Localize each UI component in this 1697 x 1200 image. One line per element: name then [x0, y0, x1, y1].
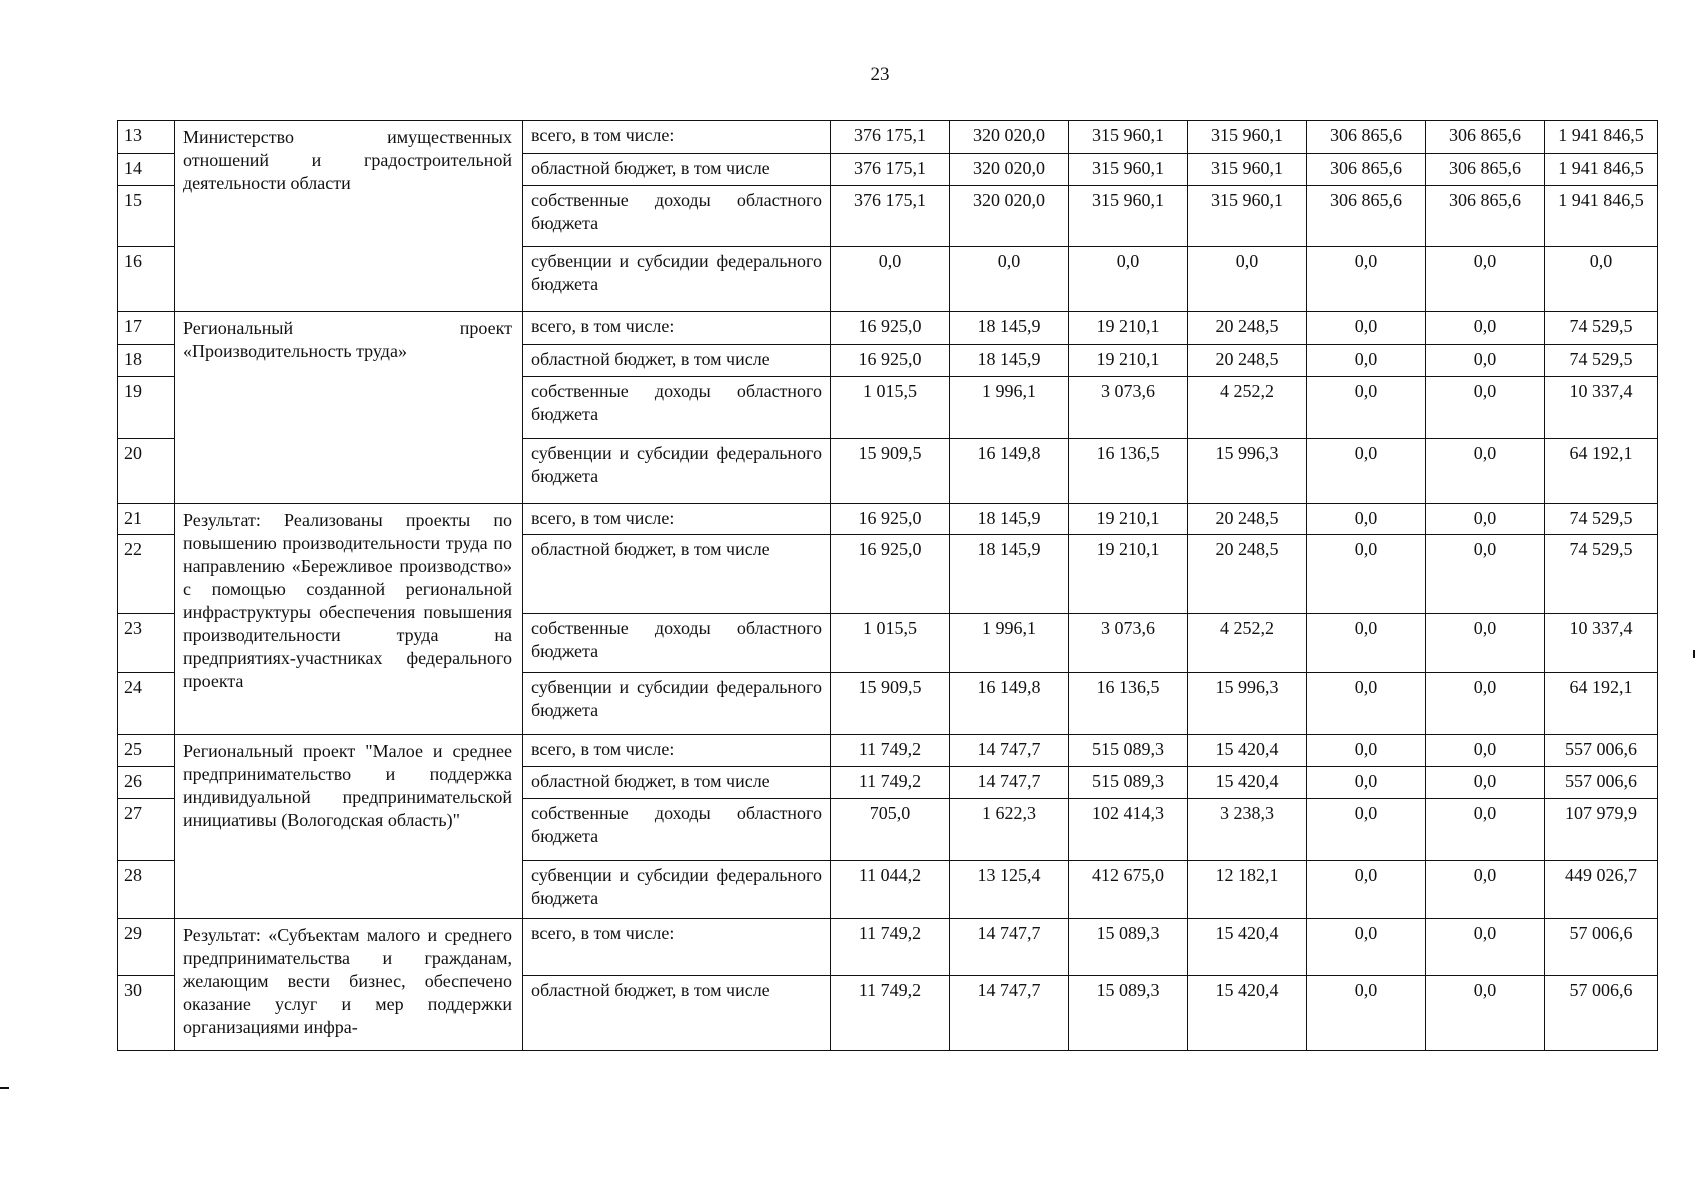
value-cell: 16 136,5 [1069, 439, 1188, 504]
value-cell: 18 145,9 [950, 345, 1069, 377]
value-cell: 18 145,9 [950, 312, 1069, 345]
value-cell: 16 925,0 [831, 504, 950, 535]
value-cell: 557 006,6 [1545, 767, 1658, 799]
value-cell: 0,0 [1545, 247, 1658, 312]
value-cell: 0,0 [1307, 535, 1426, 614]
funding-source: собственные доходы областного бюджета [523, 799, 831, 861]
funding-source: всего, в том числе: [523, 919, 831, 976]
value-cell: 74 529,5 [1545, 312, 1658, 345]
row-number: 30 [118, 976, 175, 1051]
value-cell: 0,0 [1426, 535, 1545, 614]
value-cell: 306 865,6 [1426, 121, 1545, 154]
value-cell: 10 337,4 [1545, 377, 1658, 439]
value-cell: 0,0 [1426, 377, 1545, 439]
row-number: 14 [118, 154, 175, 186]
value-cell: 412 675,0 [1069, 861, 1188, 919]
value-cell: 515 089,3 [1069, 767, 1188, 799]
value-cell: 315 960,1 [1188, 121, 1307, 154]
row-number: 15 [118, 186, 175, 247]
value-cell: 0,0 [1426, 312, 1545, 345]
value-cell: 557 006,6 [1545, 735, 1658, 767]
table-row [118, 735, 1658, 767]
value-cell: 0,0 [1188, 247, 1307, 312]
value-cell: 0,0 [1426, 799, 1545, 861]
funding-source: областной бюджет, в том числе [523, 535, 831, 614]
table-row [118, 312, 1658, 345]
funding-source: собственные доходы областного бюджета [523, 614, 831, 673]
group-name: Результат: Реализованы проекты по повышению производительности труда по направлению «Бережливое производство» с помощью созданной региональной инфраструктуры обеспечения повышения производительности труда на предприятиях-участниках федерального проекта [175, 504, 523, 735]
value-cell: 11 044,2 [831, 861, 950, 919]
value-cell: 74 529,5 [1545, 345, 1658, 377]
row-number: 24 [118, 673, 175, 735]
funding-source: субвенции и субсидии федерального бюджета [523, 439, 831, 504]
value-cell: 14 747,7 [950, 919, 1069, 976]
value-cell: 74 529,5 [1545, 535, 1658, 614]
margin-mark [1693, 650, 1695, 658]
table-row [118, 121, 1658, 154]
value-cell: 12 182,1 [1188, 861, 1307, 919]
value-cell: 0,0 [1307, 377, 1426, 439]
value-cell: 0,0 [1307, 247, 1426, 312]
value-cell: 0,0 [1069, 247, 1188, 312]
budget-table [117, 120, 1658, 1051]
value-cell: 64 192,1 [1545, 673, 1658, 735]
value-cell: 15 909,5 [831, 673, 950, 735]
funding-source: областной бюджет, в том числе [523, 767, 831, 799]
funding-source: всего, в том числе: [523, 121, 831, 154]
row-number: 17 [118, 312, 175, 345]
value-cell: 306 865,6 [1307, 154, 1426, 186]
value-cell: 4 252,2 [1188, 377, 1307, 439]
page-number: 23 [870, 64, 890, 85]
value-cell: 20 248,5 [1188, 345, 1307, 377]
row-number: 22 [118, 535, 175, 614]
value-cell: 376 175,1 [831, 121, 950, 154]
row-number: 16 [118, 247, 175, 312]
value-cell: 18 145,9 [950, 504, 1069, 535]
value-cell: 315 960,1 [1069, 154, 1188, 186]
row-number: 28 [118, 861, 175, 919]
value-cell: 1 015,5 [831, 377, 950, 439]
value-cell: 0,0 [950, 247, 1069, 312]
value-cell: 0,0 [1426, 919, 1545, 976]
row-number: 20 [118, 439, 175, 504]
value-cell: 19 210,1 [1069, 535, 1188, 614]
table-row [118, 919, 1658, 976]
value-cell: 3 073,6 [1069, 614, 1188, 673]
value-cell: 1 941 846,5 [1545, 186, 1658, 247]
value-cell: 1 015,5 [831, 614, 950, 673]
value-cell: 16 149,8 [950, 439, 1069, 504]
value-cell: 11 749,2 [831, 919, 950, 976]
funding-source: субвенции и субсидии федерального бюджета [523, 247, 831, 312]
value-cell: 0,0 [1307, 345, 1426, 377]
value-cell: 64 192,1 [1545, 439, 1658, 504]
value-cell: 16 136,5 [1069, 673, 1188, 735]
value-cell: 1 941 846,5 [1545, 121, 1658, 154]
row-number: 29 [118, 919, 175, 976]
value-cell: 320 020,0 [950, 186, 1069, 247]
table-row [118, 504, 1658, 535]
value-cell: 14 747,7 [950, 976, 1069, 1051]
value-cell: 15 420,4 [1188, 735, 1307, 767]
table-body [118, 121, 1658, 1051]
value-cell: 449 026,7 [1545, 861, 1658, 919]
value-cell: 16 925,0 [831, 312, 950, 345]
value-cell: 320 020,0 [950, 121, 1069, 154]
value-cell: 306 865,6 [1426, 154, 1545, 186]
row-number: 27 [118, 799, 175, 861]
value-cell: 15 996,3 [1188, 439, 1307, 504]
value-cell: 0,0 [1307, 799, 1426, 861]
value-cell: 0,0 [1426, 247, 1545, 312]
group-name: Региональный проект "Малое и среднее предпринимательство и поддержка индивидуальной предпринимательской инициативы (Вологодская область)" [175, 735, 523, 919]
value-cell: 0,0 [1426, 345, 1545, 377]
value-cell: 0,0 [1307, 673, 1426, 735]
funding-source: областной бюджет, в том числе [523, 345, 831, 377]
funding-source: собственные доходы областного бюджета [523, 186, 831, 247]
value-cell: 705,0 [831, 799, 950, 861]
value-cell: 19 210,1 [1069, 345, 1188, 377]
value-cell: 306 865,6 [1426, 186, 1545, 247]
value-cell: 102 414,3 [1069, 799, 1188, 861]
value-cell: 3 238,3 [1188, 799, 1307, 861]
value-cell: 0,0 [1426, 439, 1545, 504]
row-number: 19 [118, 377, 175, 439]
value-cell: 11 749,2 [831, 767, 950, 799]
value-cell: 0,0 [1307, 861, 1426, 919]
margin-mark [0, 1087, 9, 1089]
value-cell: 3 073,6 [1069, 377, 1188, 439]
value-cell: 0,0 [1426, 976, 1545, 1051]
value-cell: 315 960,1 [1188, 186, 1307, 247]
value-cell: 0,0 [831, 247, 950, 312]
row-number: 13 [118, 121, 175, 154]
funding-source: субвенции и субсидии федерального бюджета [523, 861, 831, 919]
value-cell: 0,0 [1426, 614, 1545, 673]
value-cell: 57 006,6 [1545, 919, 1658, 976]
row-number: 25 [118, 735, 175, 767]
funding-source: субвенции и субсидии федерального бюджета [523, 673, 831, 735]
value-cell: 315 960,1 [1069, 121, 1188, 154]
value-cell: 0,0 [1426, 673, 1545, 735]
value-cell: 15 089,3 [1069, 919, 1188, 976]
value-cell: 18 145,9 [950, 535, 1069, 614]
value-cell: 20 248,5 [1188, 312, 1307, 345]
value-cell: 0,0 [1307, 504, 1426, 535]
value-cell: 14 747,7 [950, 735, 1069, 767]
row-number: 26 [118, 767, 175, 799]
value-cell: 15 420,4 [1188, 976, 1307, 1051]
value-cell: 11 749,2 [831, 735, 950, 767]
row-number: 23 [118, 614, 175, 673]
value-cell: 15 089,3 [1069, 976, 1188, 1051]
value-cell: 306 865,6 [1307, 186, 1426, 247]
value-cell: 20 248,5 [1188, 504, 1307, 535]
group-name: Результат: «Субъектам малого и среднего предпринимательства и гражданам, желающим вести бизнес, обеспечено оказание услуг и мер поддержки организациями инфра- [175, 919, 523, 1051]
value-cell: 0,0 [1426, 767, 1545, 799]
row-number: 18 [118, 345, 175, 377]
value-cell: 1 996,1 [950, 614, 1069, 673]
value-cell: 515 089,3 [1069, 735, 1188, 767]
value-cell: 16 925,0 [831, 535, 950, 614]
value-cell: 57 006,6 [1545, 976, 1658, 1051]
value-cell: 315 960,1 [1188, 154, 1307, 186]
value-cell: 16 925,0 [831, 345, 950, 377]
funding-source: всего, в том числе: [523, 504, 831, 535]
value-cell: 0,0 [1307, 767, 1426, 799]
value-cell: 306 865,6 [1307, 121, 1426, 154]
value-cell: 0,0 [1307, 439, 1426, 504]
value-cell: 0,0 [1426, 861, 1545, 919]
value-cell: 0,0 [1307, 976, 1426, 1051]
value-cell: 1 996,1 [950, 377, 1069, 439]
value-cell: 107 979,9 [1545, 799, 1658, 861]
value-cell: 74 529,5 [1545, 504, 1658, 535]
value-cell: 0,0 [1307, 614, 1426, 673]
value-cell: 0,0 [1307, 312, 1426, 345]
value-cell: 10 337,4 [1545, 614, 1658, 673]
value-cell: 16 149,8 [950, 673, 1069, 735]
funding-source: областной бюджет, в том числе [523, 976, 831, 1051]
group-name: Региональный проект «Производительность труда» [175, 312, 523, 504]
value-cell: 19 210,1 [1069, 312, 1188, 345]
value-cell: 320 020,0 [950, 154, 1069, 186]
group-name: Министерство имущественных отношений и градостроительной деятельности области [175, 121, 523, 312]
value-cell: 0,0 [1426, 735, 1545, 767]
value-cell: 1 622,3 [950, 799, 1069, 861]
value-cell: 15 420,4 [1188, 919, 1307, 976]
value-cell: 15 996,3 [1188, 673, 1307, 735]
funding-source: областной бюджет, в том числе [523, 154, 831, 186]
funding-source: собственные доходы областного бюджета [523, 377, 831, 439]
value-cell: 0,0 [1307, 919, 1426, 976]
value-cell: 376 175,1 [831, 186, 950, 247]
value-cell: 0,0 [1426, 504, 1545, 535]
value-cell: 14 747,7 [950, 767, 1069, 799]
funding-source: всего, в том числе: [523, 312, 831, 345]
value-cell: 376 175,1 [831, 154, 950, 186]
value-cell: 20 248,5 [1188, 535, 1307, 614]
value-cell: 4 252,2 [1188, 614, 1307, 673]
value-cell: 15 420,4 [1188, 767, 1307, 799]
value-cell: 19 210,1 [1069, 504, 1188, 535]
value-cell: 0,0 [1307, 735, 1426, 767]
value-cell: 1 941 846,5 [1545, 154, 1658, 186]
value-cell: 11 749,2 [831, 976, 950, 1051]
value-cell: 13 125,4 [950, 861, 1069, 919]
value-cell: 315 960,1 [1069, 186, 1188, 247]
funding-source: всего, в том числе: [523, 735, 831, 767]
value-cell: 15 909,5 [831, 439, 950, 504]
row-number: 21 [118, 504, 175, 535]
